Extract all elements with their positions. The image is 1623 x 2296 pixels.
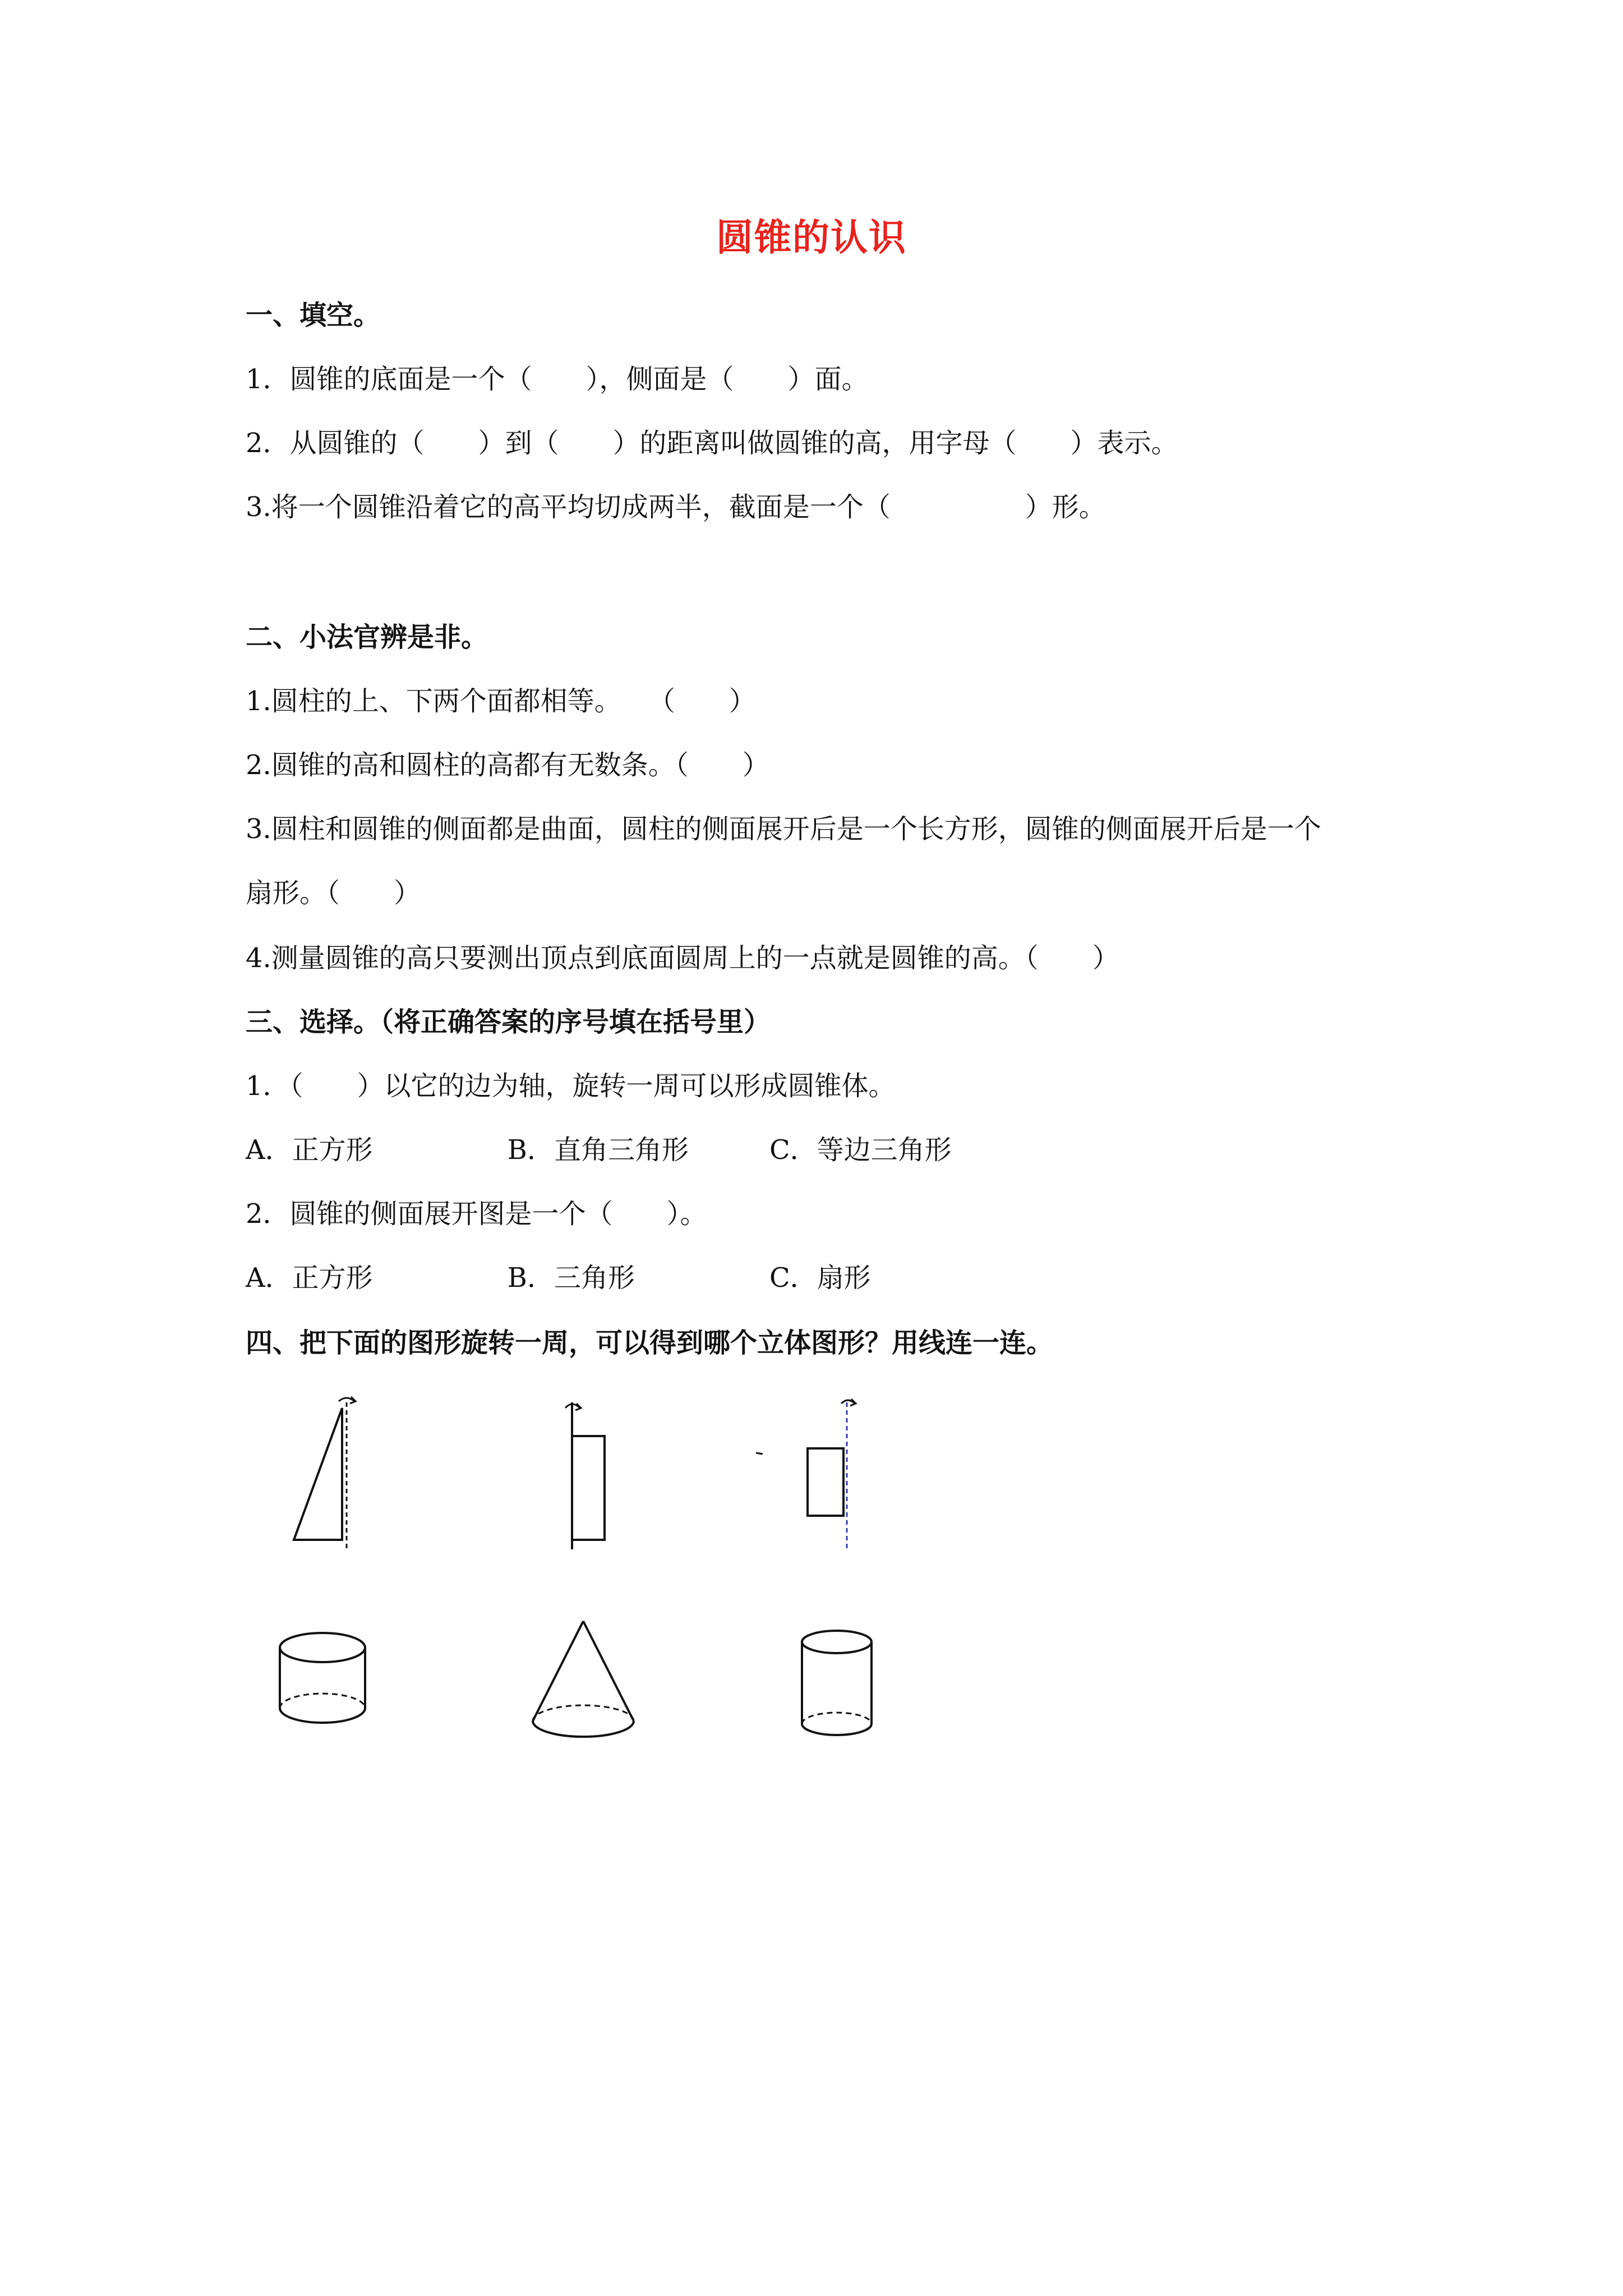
- rectangle-figure-left-axis: [550, 1391, 628, 1559]
- right-triangle-figure: [280, 1391, 381, 1559]
- section1-question-1: 1．圆锥的底面是一个（ ），侧面是（ ）面。: [246, 364, 869, 395]
- section2-question-3-line-1: 3.圆柱和圆锥的侧面都是曲面，圆柱的侧面展开后是一个长方形，圆锥的侧面展开后是一个: [246, 813, 1321, 845]
- section3-question-1: 1．（ ）以它的边为轴，旋转一周可以形成圆锥体。: [246, 1070, 896, 1102]
- section3-question-2-options: A．正方形 B．三角形 C．扇形: [246, 1262, 871, 1294]
- section3-question-1-options: A．正方形 B．直角三角形 C．等边三角形: [246, 1134, 952, 1166]
- section1-question-2: 2．从圆锥的（ ）到（ ）的距离叫做圆锥的高，用字母（ ）表示。: [246, 427, 1178, 459]
- section2-heading: 二、小法官辨是非。: [246, 622, 488, 653]
- cone-figure: [527, 1616, 639, 1750]
- section3-heading: 三、选择。（将正确答案的序号填在括号里）: [246, 1006, 771, 1038]
- section2-question-3-line-2: 扇形。（ ）: [246, 877, 421, 909]
- section4-heading: 四、把下面的图形旋转一周，可以得到哪个立体图形？用线连一连。: [246, 1327, 1054, 1359]
- section2-question-1: 1.圆柱的上、下两个面都相等。 （ ）: [246, 685, 756, 717]
- section1-question-3: 3.将一个圆锥沿着它的高平均切成两半，截面是一个（ ）形。: [246, 491, 1106, 523]
- section2-question-2: 2.圆锥的高和圆柱的高都有无数条。（ ）: [246, 749, 769, 781]
- short-cylinder-figure: [275, 1624, 376, 1736]
- tall-cylinder-figure: [796, 1624, 880, 1753]
- rectangle-figure-right-axis: [751, 1391, 886, 1559]
- section2-question-4: 4.测量圆锥的高只要测出顶点到底面圆周上的一点就是圆锥的高。（ ）: [246, 942, 1119, 974]
- page-title: 圆锥的认识: [716, 215, 907, 259]
- section3-question-2: 2．圆锥的侧面展开图是一个（ ）。: [246, 1198, 707, 1230]
- section1-heading: 一、填空。: [246, 300, 381, 331]
